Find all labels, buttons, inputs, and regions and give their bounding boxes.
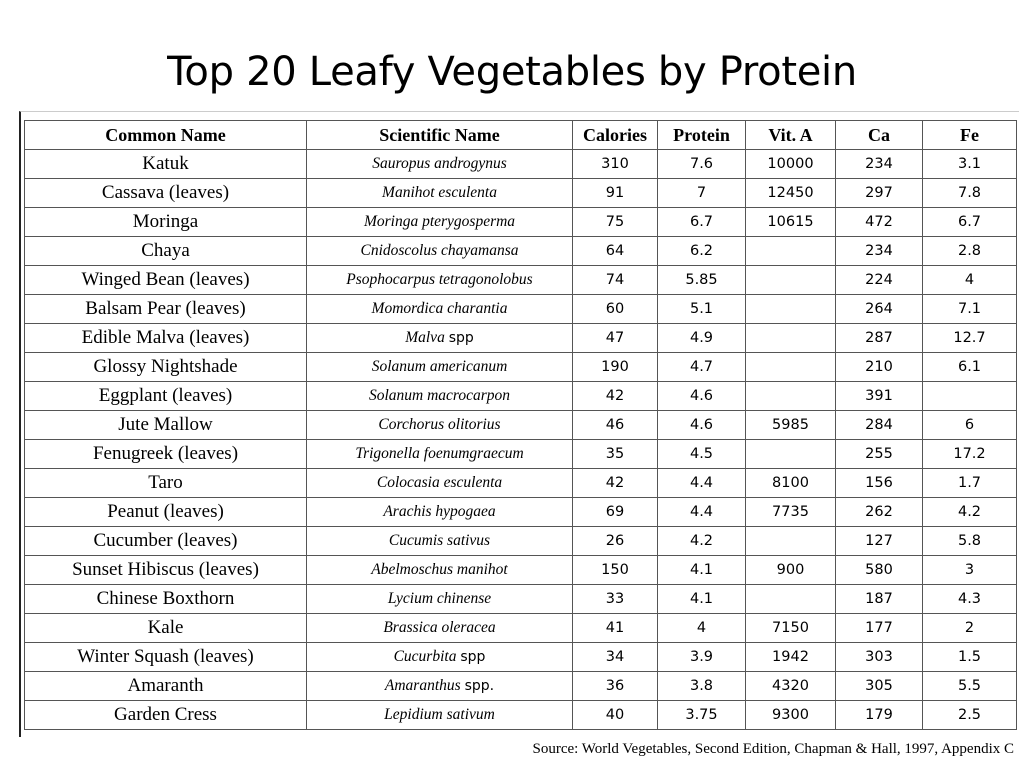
protein-cell: 5.85 xyxy=(658,266,746,295)
protein-cell: 4.6 xyxy=(658,411,746,440)
table-row xyxy=(25,150,1017,179)
common-name-cell: Edible Malva (leaves) xyxy=(25,324,307,353)
vit-a-cell: 10000 xyxy=(746,150,836,179)
protein-cell: 4.1 xyxy=(658,556,746,585)
protein-cell: 4.9 xyxy=(658,324,746,353)
fe-cell: 6.7 xyxy=(923,208,1017,237)
fe-cell: 1.7 xyxy=(923,469,1017,498)
table-row xyxy=(25,585,1017,614)
calories-cell: 35 xyxy=(573,440,658,469)
scientific-name-text: Trigonella foenumgraecum xyxy=(355,445,524,462)
header-ca: Ca xyxy=(836,121,923,150)
vit-a-cell: 9300 xyxy=(746,701,836,730)
table-body xyxy=(25,150,1017,730)
table-row xyxy=(25,324,1017,353)
common-name-cell: Moringa xyxy=(25,208,307,237)
common-name-cell: Chaya xyxy=(25,237,307,266)
calories-cell: 26 xyxy=(573,527,658,556)
table-row xyxy=(25,295,1017,324)
protein-cell: 4.6 xyxy=(658,382,746,411)
calories-cell: 150 xyxy=(573,556,658,585)
scientific-name-cell xyxy=(307,150,573,179)
vit-a-cell xyxy=(746,440,836,469)
scientific-name-cell xyxy=(307,672,573,701)
table-row xyxy=(25,498,1017,527)
common-name-cell: Balsam Pear (leaves) xyxy=(25,295,307,324)
scientific-name-text: Momordica charantia xyxy=(371,300,508,317)
calories-cell: 60 xyxy=(573,295,658,324)
vit-a-cell xyxy=(746,353,836,382)
scientific-name-cell xyxy=(307,614,573,643)
common-name-cell: Sunset Hibiscus (leaves) xyxy=(25,556,307,585)
scientific-name-suffix: spp xyxy=(448,330,474,346)
vit-a-cell: 7150 xyxy=(746,614,836,643)
scientific-name-cell xyxy=(307,266,573,295)
table-row xyxy=(25,440,1017,469)
header-calories: Calories xyxy=(573,121,658,150)
common-name-cell: Cassava (leaves) xyxy=(25,179,307,208)
vit-a-cell xyxy=(746,585,836,614)
table-row xyxy=(25,672,1017,701)
vit-a-cell xyxy=(746,266,836,295)
fe-cell: 12.7 xyxy=(923,324,1017,353)
ca-cell: 234 xyxy=(836,237,923,266)
scientific-name-cell xyxy=(307,237,573,266)
scientific-name-text: Brassica oleracea xyxy=(383,619,496,636)
common-name-cell: Kale xyxy=(25,614,307,643)
calories-cell: 46 xyxy=(573,411,658,440)
ca-cell: 262 xyxy=(836,498,923,527)
calories-cell: 42 xyxy=(573,469,658,498)
calories-cell: 42 xyxy=(573,382,658,411)
common-name-cell: Taro xyxy=(25,469,307,498)
table-row xyxy=(25,411,1017,440)
fe-cell: 2.8 xyxy=(923,237,1017,266)
calories-cell: 40 xyxy=(573,701,658,730)
table-header-row xyxy=(25,121,1017,150)
table-row xyxy=(25,614,1017,643)
common-name-cell: Katuk xyxy=(25,150,307,179)
ca-cell: 297 xyxy=(836,179,923,208)
protein-cell: 5.1 xyxy=(658,295,746,324)
protein-cell: 4.4 xyxy=(658,469,746,498)
fe-cell: 4 xyxy=(923,266,1017,295)
calories-cell: 74 xyxy=(573,266,658,295)
calories-cell: 190 xyxy=(573,353,658,382)
scientific-name-text: Malva xyxy=(405,329,445,346)
scientific-name-cell xyxy=(307,382,573,411)
fe-cell: 4.2 xyxy=(923,498,1017,527)
ca-cell: 284 xyxy=(836,411,923,440)
ca-cell: 472 xyxy=(836,208,923,237)
calories-cell: 310 xyxy=(573,150,658,179)
slide-title: Top 20 Leafy Vegetables by Protein xyxy=(167,49,857,95)
header-protein: Protein xyxy=(658,121,746,150)
calories-cell: 47 xyxy=(573,324,658,353)
protein-cell: 6.7 xyxy=(658,208,746,237)
common-name-cell: Garden Cress xyxy=(25,701,307,730)
ca-cell: 187 xyxy=(836,585,923,614)
ca-cell: 305 xyxy=(836,672,923,701)
common-name-cell: Peanut (leaves) xyxy=(25,498,307,527)
common-name-cell: Jute Mallow xyxy=(25,411,307,440)
vit-a-cell xyxy=(746,324,836,353)
vit-a-cell xyxy=(746,295,836,324)
scientific-name-text: Cucurbita xyxy=(393,648,457,665)
common-name-cell: Amaranth xyxy=(25,672,307,701)
scientific-name-text: Moringa pterygosperma xyxy=(363,213,516,230)
ca-cell: 127 xyxy=(836,527,923,556)
protein-cell: 7 xyxy=(658,179,746,208)
calories-cell: 75 xyxy=(573,208,658,237)
table-row xyxy=(25,208,1017,237)
fe-cell: 2.5 xyxy=(923,701,1017,730)
calories-cell: 36 xyxy=(573,672,658,701)
fe-cell: 17.2 xyxy=(923,440,1017,469)
common-name-cell: Winged Bean (leaves) xyxy=(25,266,307,295)
protein-cell: 4.1 xyxy=(658,585,746,614)
common-name-cell: Cucumber (leaves) xyxy=(25,527,307,556)
header-scientific-name: Scientific Name xyxy=(307,121,573,150)
vit-a-cell: 7735 xyxy=(746,498,836,527)
common-name-cell: Eggplant (leaves) xyxy=(25,382,307,411)
fe-cell: 2 xyxy=(923,614,1017,643)
protein-cell: 4.4 xyxy=(658,498,746,527)
scientific-name-text: Manihot esculenta xyxy=(382,184,497,201)
table-row xyxy=(25,179,1017,208)
scientific-name-text: Lepidium sativum xyxy=(384,706,495,723)
common-name-cell: Glossy Nightshade xyxy=(25,353,307,382)
ca-cell: 156 xyxy=(836,469,923,498)
header-common-name: Common Name xyxy=(25,121,307,150)
scientific-name-text: Colocasia esculenta xyxy=(376,474,503,491)
scientific-name-cell xyxy=(307,527,573,556)
scientific-name-cell xyxy=(307,585,573,614)
protein-cell: 4.2 xyxy=(658,527,746,556)
vit-a-cell: 900 xyxy=(746,556,836,585)
ca-cell: 234 xyxy=(836,150,923,179)
table-row xyxy=(25,237,1017,266)
vit-a-cell: 10615 xyxy=(746,208,836,237)
scientific-name-text: Abelmoschus manihot xyxy=(371,561,508,578)
calories-cell: 64 xyxy=(573,237,658,266)
header-fe: Fe xyxy=(923,121,1017,150)
calories-cell: 41 xyxy=(573,614,658,643)
protein-cell: 3.9 xyxy=(658,643,746,672)
source-citation: Source: World Vegetables, Second Edition, Chapman & Hall, 1997, Appendix C xyxy=(532,741,1014,757)
ca-cell: 264 xyxy=(836,295,923,324)
protein-cell: 3.75 xyxy=(658,701,746,730)
calories-cell: 34 xyxy=(573,643,658,672)
table-row xyxy=(25,382,1017,411)
ca-cell: 303 xyxy=(836,643,923,672)
table-row xyxy=(25,556,1017,585)
table-row xyxy=(25,643,1017,672)
vit-a-cell xyxy=(746,237,836,266)
table-row xyxy=(25,266,1017,295)
ca-cell: 224 xyxy=(836,266,923,295)
scientific-name-cell xyxy=(307,353,573,382)
fe-cell: 6 xyxy=(923,411,1017,440)
fe-cell: 1.5 xyxy=(923,643,1017,672)
table-row xyxy=(25,353,1017,382)
fe-cell: 7.1 xyxy=(923,295,1017,324)
fe-cell: 5.5 xyxy=(923,672,1017,701)
scientific-name-cell xyxy=(307,440,573,469)
table-row xyxy=(25,527,1017,556)
scientific-name-cell xyxy=(307,643,573,672)
vit-a-cell: 8100 xyxy=(746,469,836,498)
scientific-name-text: Sauropus androgynus xyxy=(372,155,507,172)
scientific-name-cell xyxy=(307,324,573,353)
fe-cell: 3.1 xyxy=(923,150,1017,179)
scientific-name-text: Cucumis sativus xyxy=(388,532,491,549)
protein-cell: 7.6 xyxy=(658,150,746,179)
scientific-name-suffix: spp. xyxy=(464,678,495,694)
scientific-name-text: Cnidoscolus chayamansa xyxy=(360,242,519,259)
scientific-name-cell xyxy=(307,556,573,585)
scientific-name-text: Solanum macrocarpon xyxy=(368,387,511,404)
calories-cell: 91 xyxy=(573,179,658,208)
vit-a-cell: 5985 xyxy=(746,411,836,440)
table-row xyxy=(25,469,1017,498)
protein-cell: 4.7 xyxy=(658,353,746,382)
scientific-name-text: Amaranthus xyxy=(384,677,461,694)
header-vit-a: Vit. A xyxy=(746,121,836,150)
vit-a-cell: 12450 xyxy=(746,179,836,208)
fe-cell: 3 xyxy=(923,556,1017,585)
vit-a-cell xyxy=(746,382,836,411)
vit-a-cell xyxy=(746,527,836,556)
common-name-cell: Winter Squash (leaves) xyxy=(25,643,307,672)
protein-cell: 6.2 xyxy=(658,237,746,266)
scientific-name-text: Corchorus olitorius xyxy=(378,416,501,433)
ca-cell: 287 xyxy=(836,324,923,353)
ca-cell: 179 xyxy=(836,701,923,730)
vit-a-cell: 1942 xyxy=(746,643,836,672)
scientific-name-cell xyxy=(307,411,573,440)
scientific-name-text: Lycium chinense xyxy=(387,590,492,607)
ca-cell: 177 xyxy=(836,614,923,643)
ca-cell: 580 xyxy=(836,556,923,585)
scientific-name-text: Arachis hypogaea xyxy=(383,503,496,520)
scientific-name-cell xyxy=(307,208,573,237)
table-row xyxy=(25,701,1017,730)
scientific-name-cell xyxy=(307,701,573,730)
scientific-name-cell xyxy=(307,469,573,498)
scientific-name-cell xyxy=(307,295,573,324)
fe-cell xyxy=(923,382,1017,411)
vegetables-table xyxy=(24,120,1017,730)
calories-cell: 33 xyxy=(573,585,658,614)
calories-cell: 69 xyxy=(573,498,658,527)
ca-cell: 255 xyxy=(836,440,923,469)
ca-cell: 391 xyxy=(836,382,923,411)
scientific-name-suffix: spp xyxy=(460,649,486,665)
protein-cell: 4.5 xyxy=(658,440,746,469)
ca-cell: 210 xyxy=(836,353,923,382)
protein-cell: 4 xyxy=(658,614,746,643)
protein-cell: 3.8 xyxy=(658,672,746,701)
fe-cell: 5.8 xyxy=(923,527,1017,556)
vit-a-cell: 4320 xyxy=(746,672,836,701)
fe-cell: 7.8 xyxy=(923,179,1017,208)
table-container xyxy=(19,111,1019,737)
scientific-name-cell xyxy=(307,179,573,208)
scientific-name-text: Psophocarpus tetragonolobus xyxy=(346,271,533,288)
fe-cell: 4.3 xyxy=(923,585,1017,614)
common-name-cell: Fenugreek (leaves) xyxy=(25,440,307,469)
scientific-name-text: Solanum americanum xyxy=(371,358,508,375)
common-name-cell: Chinese Boxthorn xyxy=(25,585,307,614)
fe-cell: 6.1 xyxy=(923,353,1017,382)
scientific-name-cell xyxy=(307,498,573,527)
